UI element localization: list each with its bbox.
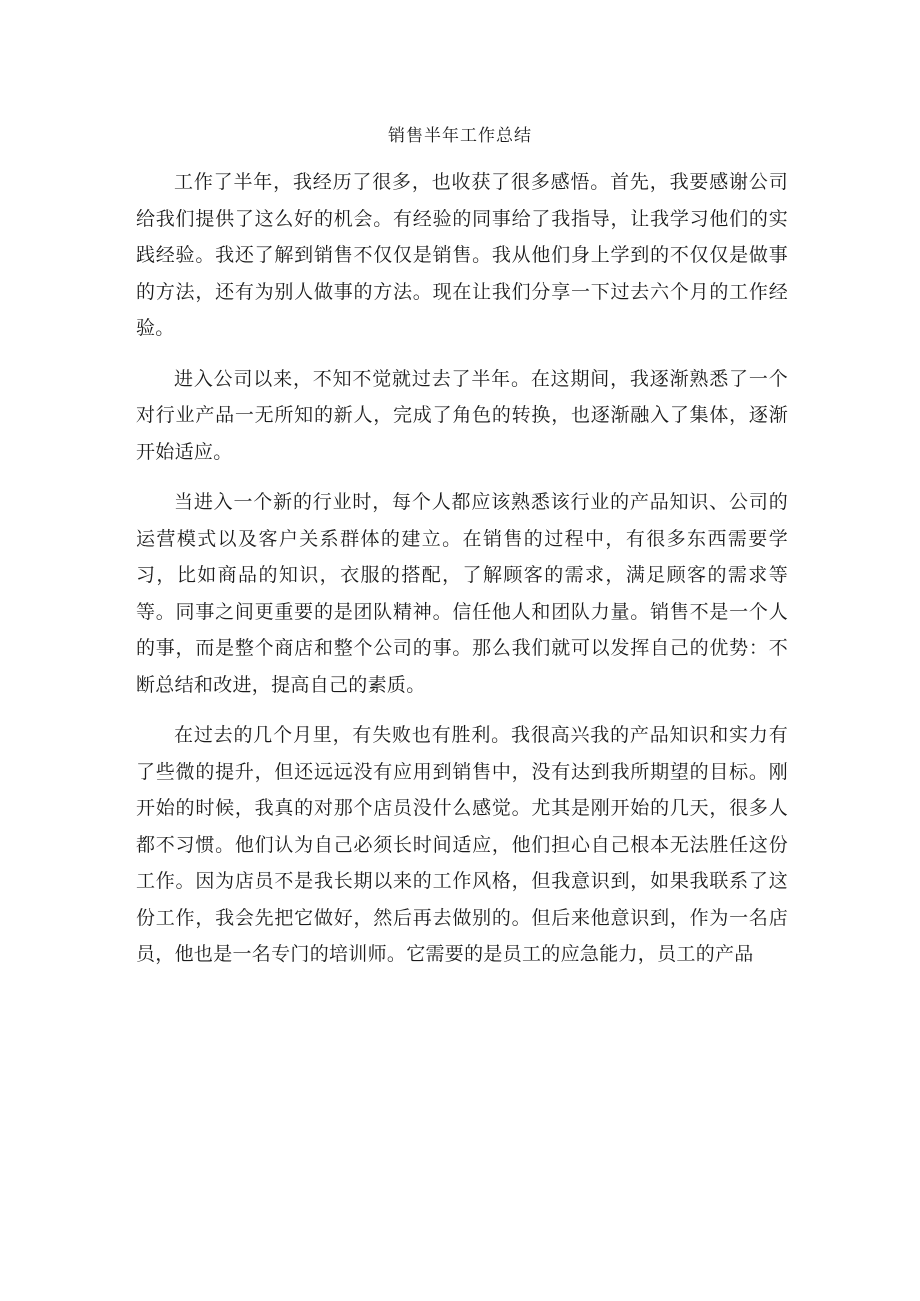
document-title: 销售半年工作总结 [388, 126, 532, 146]
document-body [136, 164, 788, 987]
paragraph-2: 进入公司以来，不知不觉就过去了半年。在这期间，我逐渐熟悉了一个对行业产品一无所知的新人，完成了角色的转换，也逐渐融入了集体，逐渐开始适应。 [136, 367, 788, 463]
paragraph-4: 在过去的几个月里，有失败也有胜利。我很高兴我的产品知识和实力有了些微的提升，但还远远没有应用到销售中，没有达到我所期望的目标。刚开始的时候，我真的对那个店员没什么感觉。尤其是刚开始的几天，很多人都不习惯。他们认为自己必须长时间适应，他们担心自己根本无法胜任这份工作。因为店员不是我长期以来的工作风格，但我意识到，如果我联系了这份工作，我会先把它做好，然后再去做别的。但后来他意识到，作为一名店员，他也是一名专门的培训师。它需要的是员工的应急能力，员工的产品 [136, 724, 788, 965]
paragraph-1: 工作了半年，我经历了很多，也收获了很多感悟。首先，我要感谢公司给我们提供了这么好的机会。有经验的同事给了我指导，让我学习他们的实践经验。我还了解到销售不仅仅是销售。我从他们身上学到的不仅仅是做事的方法，还有为别人做事的方法。现在让我们分享一下过去六个月的工作经验。 [136, 171, 788, 339]
paragraph-3: 当进入一个新的行业时，每个人都应该熟悉该行业的产品知识、公司的运营模式以及客户关系群体的建立。在销售的过程中，有很多东西需要学习，比如商品的知识，衣服的搭配，了解顾客的需求，满足顾客的需求等等。同事之间更重要的是团队精神。信任他人和团队力量。销售不是一个人的事，而是整个商店和整个公司的事。那么我们就可以发挥自己的优势：不断总结和改进，提高自己的素质。 [136, 491, 788, 696]
